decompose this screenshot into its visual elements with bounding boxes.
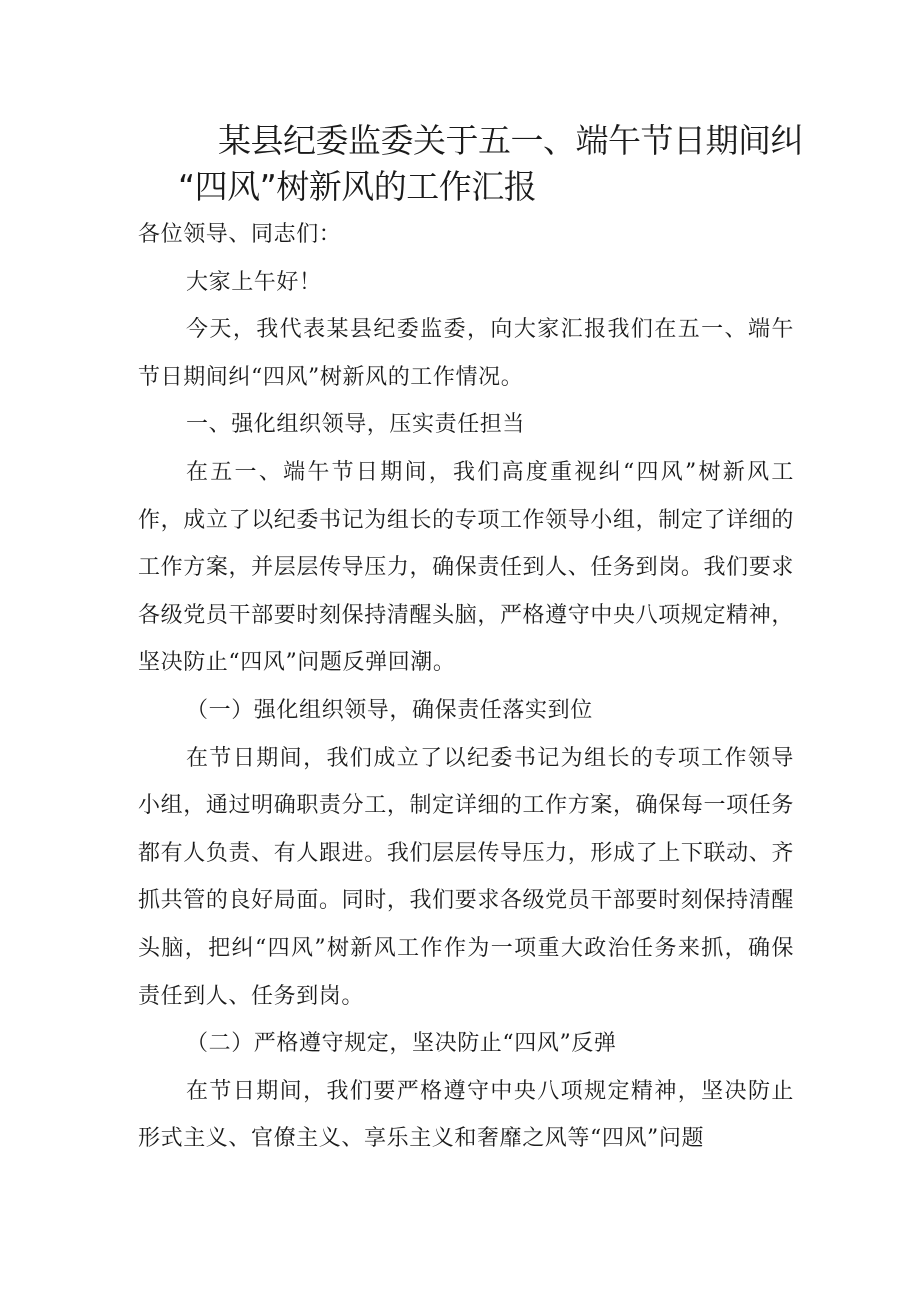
greeting: 大家上午好！ xyxy=(186,269,322,295)
title-line-1: 某县纪委监委关于五一、端午节日期间纠 xyxy=(218,121,803,160)
section-1-paragraph: 在五一、端午节日期间，我们高度重视纠“四风”树新风工作，成立了以纪委书记为组长的专项工作领导小组，制定了详细的工作方案，并层层传导压力，确保责任到人、任务到岗。我们要求各级党员干部要时刻保持清醒头脑，严格遵守中央八项规定精神，坚决防止“四风”问题反弹回潮。 xyxy=(138,459,794,676)
subsection-2-paragraph: 在节日期间，我们要严格遵守中央八项规定精神，坚决防止形式主义、官僚主义、享乐主义和奢靡之风等“四风”问题 xyxy=(138,1078,794,1152)
subsection-1-paragraph: 在节日期间，我们成立了以纪委书记为组长的专项工作领导小组，通过明确职责分工，制定详细的工作方案，确保每一项任务都有人负责、有人跟进。我们层层传导压力，形成了上下联动、齐抓共管的良好局面。同时，我们要求各级党员干部要时刻保持清醒头脑，把纠“四风”树新风工作作为一项重大政治任务来抓，确保责任到人、任务到岗。 xyxy=(138,745,794,1009)
title-line-2: “四风”树新风的工作汇报 xyxy=(178,167,537,206)
salutation: 各位领导、同志们： xyxy=(138,222,342,247)
subsection-heading-2: （二）严格遵守规定，坚决防止“四风”反弹 xyxy=(186,1031,617,1057)
document-title xyxy=(178,118,838,210)
section-heading-1: 一、强化组织领导，压实责任担当 xyxy=(186,412,526,438)
document-body xyxy=(138,211,794,1163)
subsection-heading-1: （一）强化组织领导，确保责任落实到位 xyxy=(186,697,593,723)
intro-paragraph: 今天，我代表某县纪委监委，向大家汇报我们在五一、端午节日期间纠“四风”树新风的工作情况。 xyxy=(138,317,794,390)
